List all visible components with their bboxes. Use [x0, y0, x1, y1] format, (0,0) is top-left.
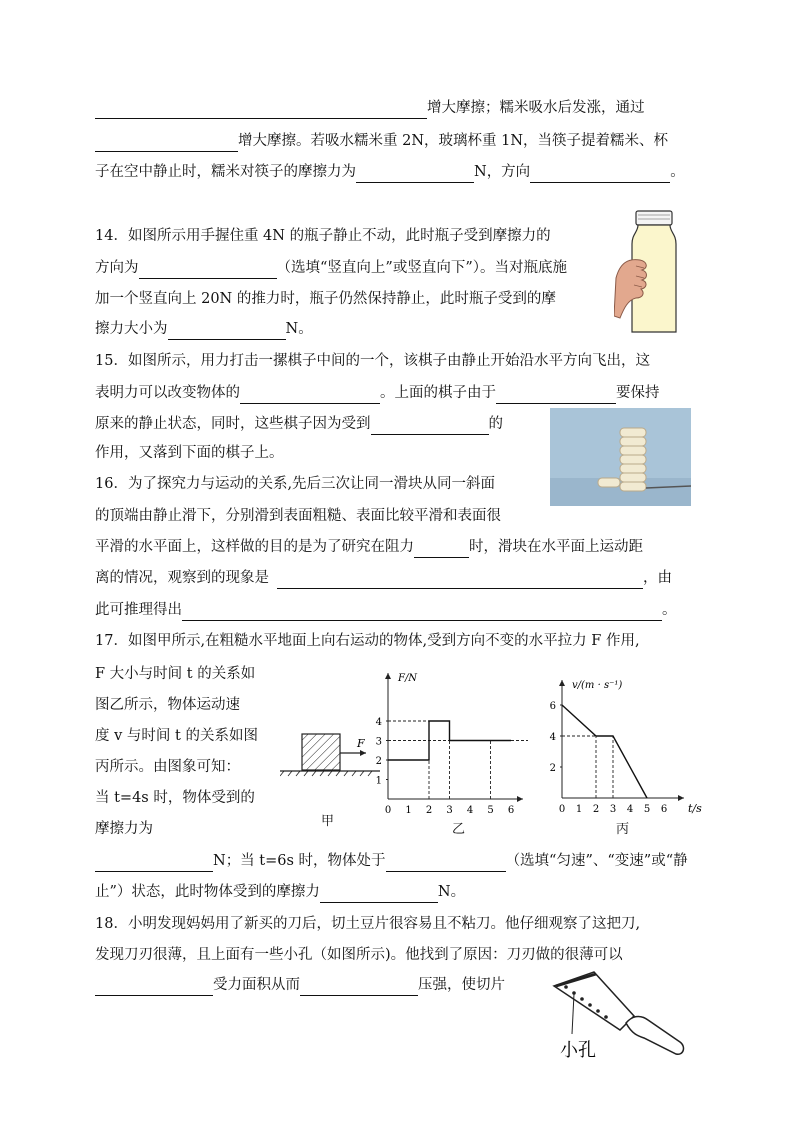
q18-line-2: 发现刀刃很薄，且上面有一些小孔（如图所示)。他找到了原因：刀刃做的很薄可以: [95, 947, 623, 963]
x-tick-label: 4: [626, 804, 634, 815]
answer-blank[interactable]: [95, 101, 427, 119]
x-axis-arrow: [517, 796, 523, 802]
answer-blank[interactable]: [95, 134, 238, 152]
answer-blank[interactable]: [356, 165, 474, 183]
q14-line-1: 14．如图所示用手握住重 4N 的瓶子静止不动，此时瓶子受到摩擦力的: [95, 228, 551, 244]
answer-blank[interactable]: [95, 978, 213, 996]
force-time-graph: [368, 663, 528, 821]
q15-line-4: 作用，又落到下面的棋子上。: [95, 445, 284, 461]
q16-line-1: 16．为了探究力与运动的关系,先后三次让同一滑块从同一斜面: [95, 476, 496, 492]
y-tick-label: 6: [549, 701, 556, 712]
q18-line-3: 受力面积从而 压强，使切片: [95, 974, 505, 996]
y-tick-label: 2: [549, 763, 556, 774]
y-tick-label: 3: [375, 736, 382, 748]
y-axis-title: F/N: [398, 673, 418, 684]
caption-yi: 乙: [452, 822, 466, 837]
x-tick-label: 1: [575, 804, 583, 815]
q17-line-5: 丙所示。由图象可知：: [95, 759, 240, 775]
y-tick-label: 1: [375, 775, 382, 787]
q17-line-6: 当 t=4s 时，物体受到的: [95, 790, 255, 806]
knife-figure: [548, 966, 688, 1064]
answer-blank[interactable]: [95, 854, 213, 872]
x-tick-label: 5: [643, 804, 651, 815]
answer-blank[interactable]: [168, 322, 286, 340]
q17-line-8: N；当 t=6s 时，物体处于 （选填“匀速”、“变速”或“静: [95, 850, 688, 872]
series-line: [562, 705, 647, 798]
y-axis-arrow: [385, 673, 391, 679]
q16-line-5: 此可推理得出 。: [95, 599, 677, 621]
answer-blank[interactable]: [414, 540, 469, 558]
q17-line-4: 度 v 与时间 t 的关系如图: [95, 728, 258, 744]
answer-blank[interactable]: [139, 261, 277, 279]
q13-line-1: 增大摩擦；糯米吸水后发涨，通过: [95, 97, 645, 119]
x-tick-label: 0: [558, 804, 566, 815]
q17-line-7: 摩擦力为: [95, 821, 153, 837]
answer-blank[interactable]: [240, 386, 380, 404]
q15-line-3: 原来的静止状态，同时，这些棋子因为受到 的: [95, 413, 503, 435]
knife-hole-label: 小孔: [560, 1040, 596, 1061]
answer-blank[interactable]: [530, 165, 670, 183]
x-tick-label: 1: [405, 805, 412, 816]
x-tick-label: 2: [592, 804, 600, 815]
force-label: F: [357, 737, 365, 750]
x-tick-label: 0: [384, 805, 392, 816]
q16-line-3: 平滑的水平面上，这样做的目的是为了研究在阻力 时，滑块在水平面上运动距: [95, 536, 643, 558]
x-tick-label: 4: [466, 805, 474, 816]
answer-blank[interactable]: [182, 603, 662, 621]
y-tick-label: 4: [549, 732, 556, 743]
q14-line-3: 加一个竖直向上 20N 的推力时，瓶子仍然保持静止，此时瓶子受到的摩: [95, 291, 556, 307]
y-axis-arrow: [559, 680, 565, 686]
x-axis-title: t/s: [688, 802, 702, 815]
q14-line-4: 擦力大小为 N。: [95, 318, 313, 340]
q14-line-2: 方向为 （选填“竖直向上”或竖直向下”）。当对瓶底施: [95, 257, 567, 279]
q13-line-2: 增大摩擦。若吸水糯米重 2N，玻璃杯重 1N，当筷子提着糯米、杯: [95, 130, 668, 152]
q16-line-4: 离的情况，观察到的现象是 ，由: [95, 567, 672, 589]
y-axis-title: v/(m · s⁻¹): [572, 680, 623, 691]
bottle-hand-figure: [614, 208, 692, 338]
x-tick-label: 6: [660, 804, 668, 815]
block-force-figure: [280, 728, 380, 778]
q17-line-9: 止”）状态，此时物体受到的摩擦力 N。: [95, 881, 465, 903]
caption-jia: 甲: [321, 814, 335, 829]
q17-line-3: 图乙所示，物体运动速: [95, 697, 240, 713]
x-axis-arrow: [678, 795, 684, 801]
checker-stack-photo: [550, 408, 691, 506]
q17-line-2: F 大小与时间 t 的关系如: [95, 666, 256, 682]
x-tick-label: 3: [446, 805, 453, 816]
caption-bing: 丙: [616, 822, 630, 837]
answer-blank[interactable]: [320, 885, 438, 903]
x-tick-label: 5: [487, 805, 494, 816]
answer-blank[interactable]: [496, 386, 616, 404]
velocity-time-graph: [540, 672, 720, 820]
q17-line-1: 17．如图甲所示,在粗糙水平地面上向右运动的物体,受到方向不变的水平拉力 F 作用,: [95, 633, 640, 649]
x-tick-label: 3: [609, 804, 617, 815]
answer-blank[interactable]: [371, 417, 489, 435]
y-tick-label: 4: [375, 717, 382, 728]
x-tick-label: 6: [507, 805, 515, 816]
q15-line-1: 15．如图所示，用力打击一摞棋子中间的一个，该棋子由静止开始沿水平方向飞出，这: [95, 353, 650, 369]
q15-line-2: 表明力可以改变物体的 。上面的棋子由于 要保持: [95, 382, 660, 404]
q13-line-3: 子在空中静止时，糯米对筷子的摩擦力为 N，方向 。: [95, 161, 685, 183]
q16-line-2: 的顶端由静止滑下，分别滑到表面粗糙、表面比较平滑和表面很: [95, 508, 501, 524]
answer-blank[interactable]: [386, 854, 506, 872]
answer-blank[interactable]: [300, 978, 418, 996]
x-tick-label: 2: [425, 805, 433, 816]
y-tick-label: 2: [375, 756, 382, 767]
q18-line-1: 18．小明发现妈妈用了新买的刀后，切土豆片很容易且不粘刀。他仔细观察了这把刀,: [95, 916, 641, 932]
answer-blank[interactable]: [277, 571, 643, 589]
